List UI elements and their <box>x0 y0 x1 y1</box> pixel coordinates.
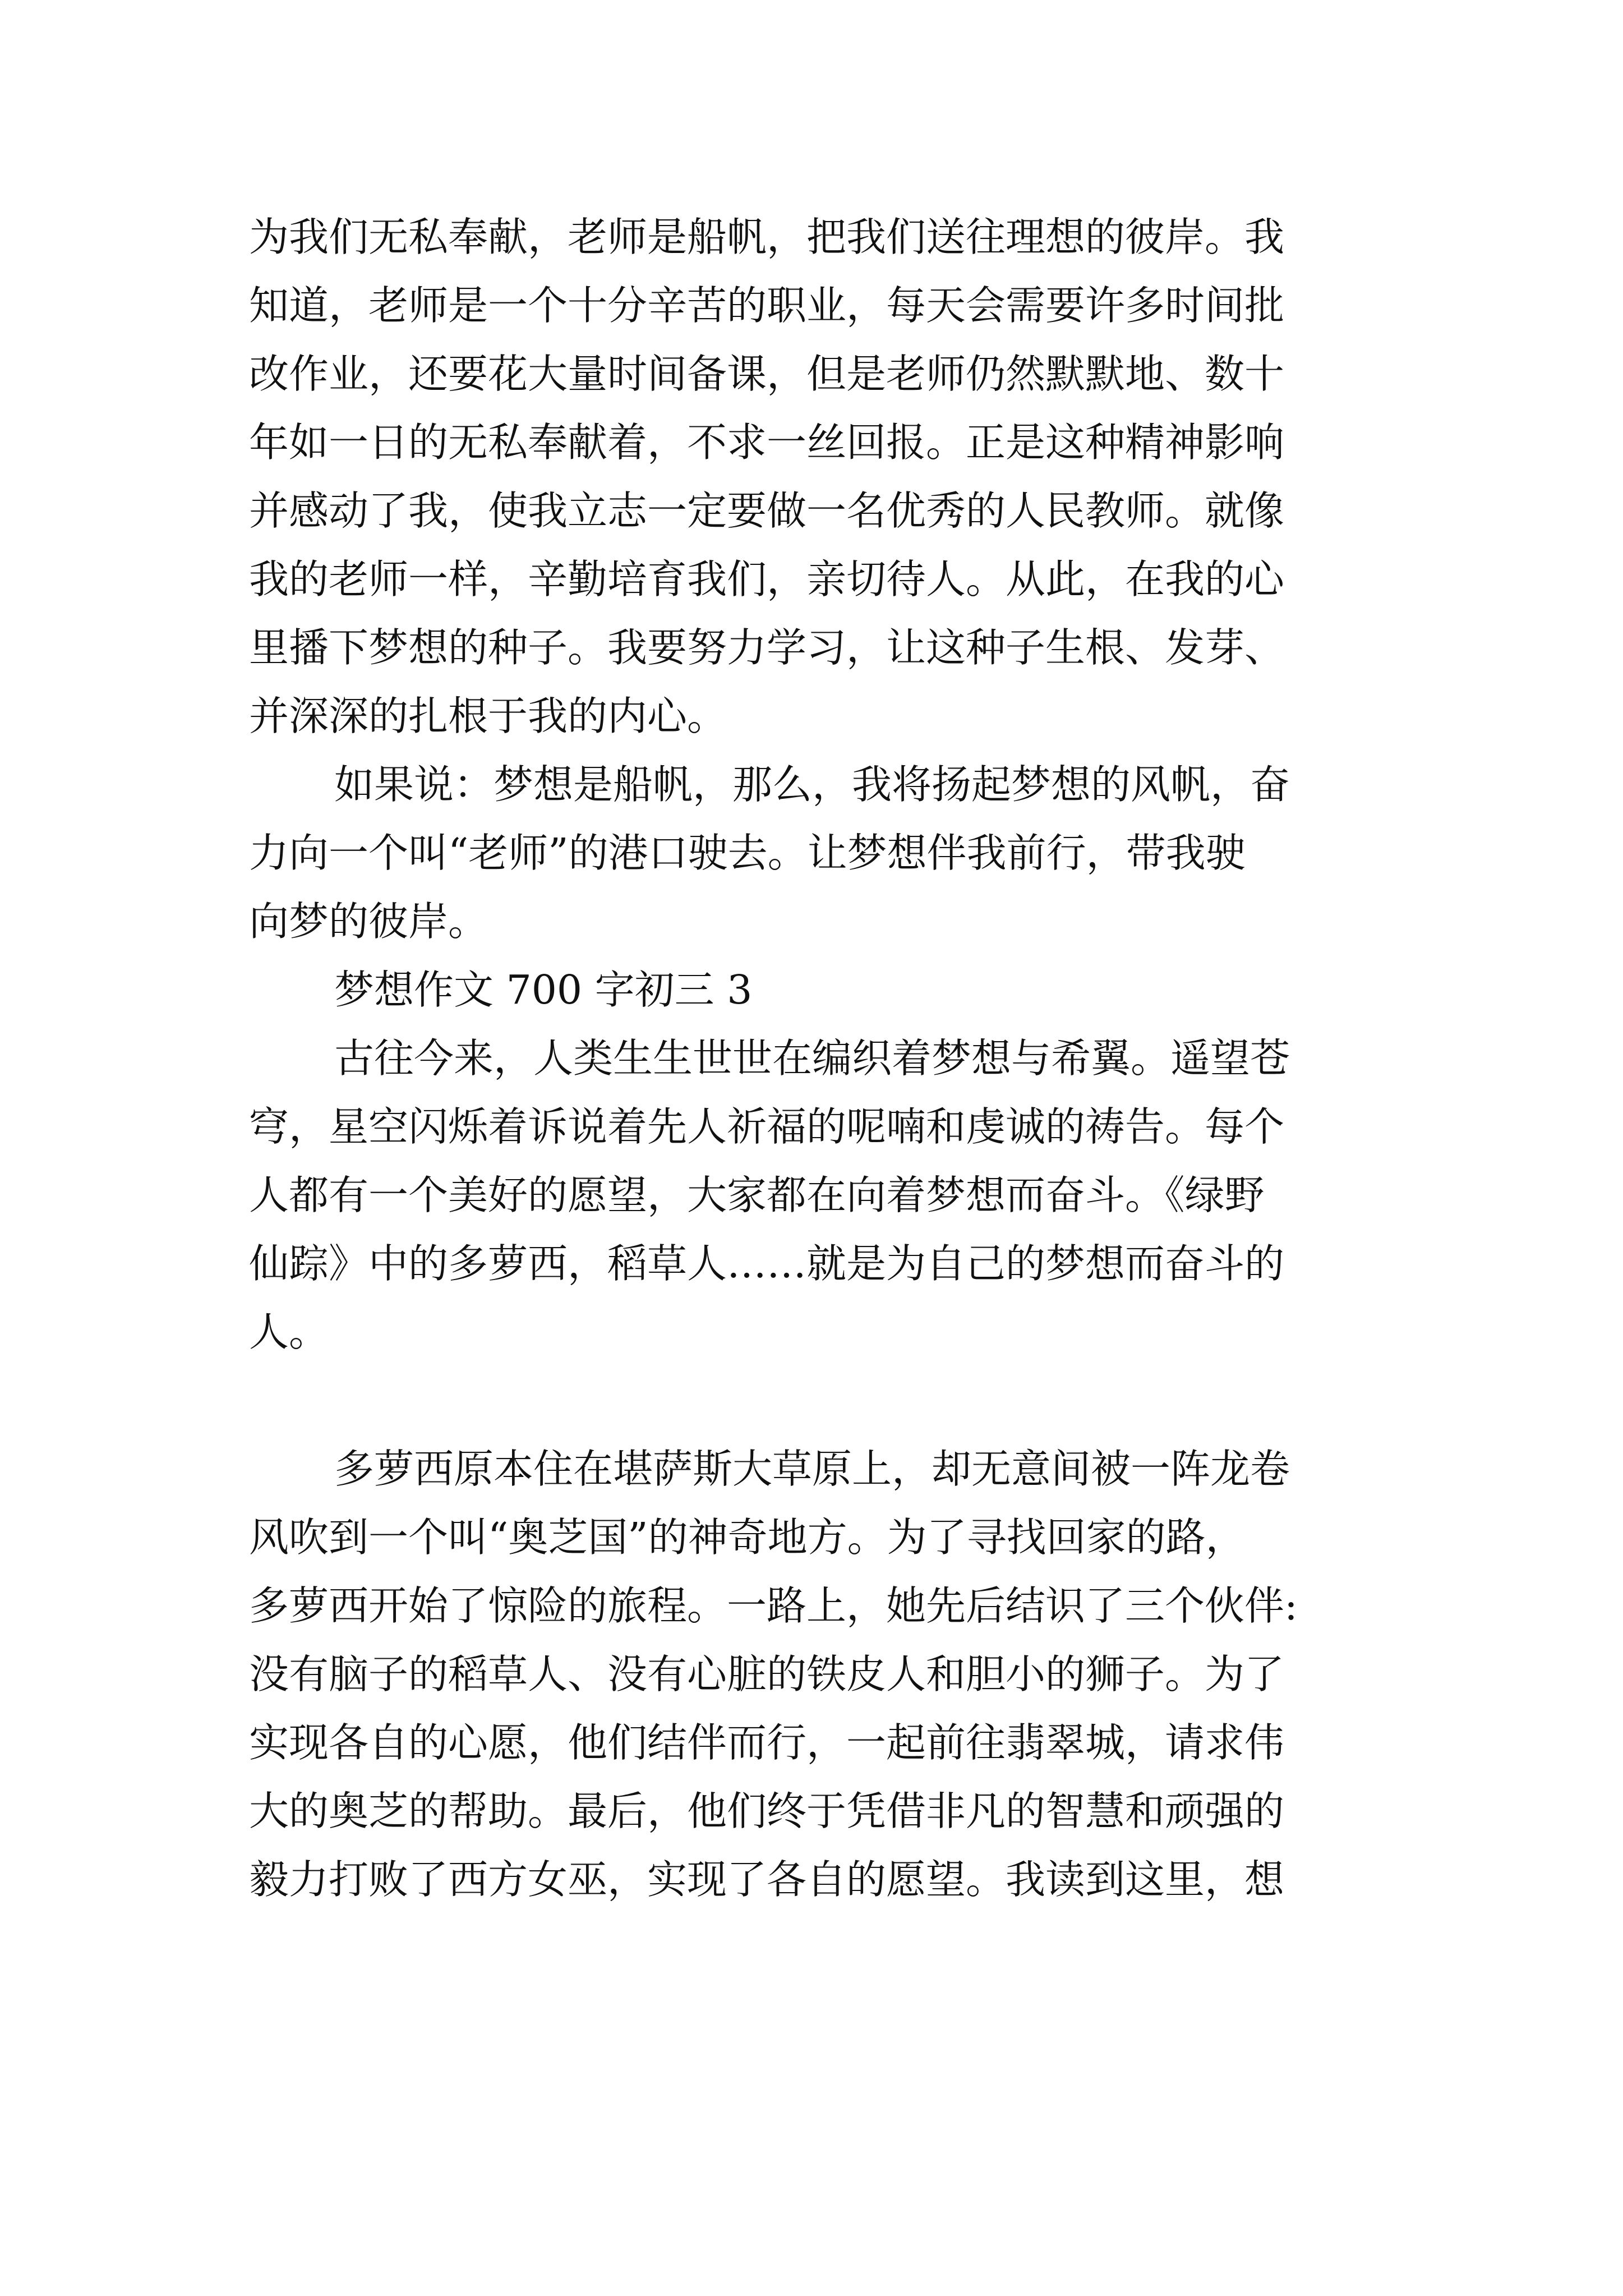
body-text <box>249 203 1393 1914</box>
text-line: 年如一日的无私奉献着，不求一丝回报。正是这种精神影响 <box>249 419 1285 466</box>
section-heading: 梦想作文 700 字初三 3 <box>334 967 753 1013</box>
paragraph-first-line: 多萝西原本住在堪萨斯大草原上，却无意间被一阵龙卷 <box>334 1446 1290 1492</box>
text-line: 力向一个叫“老师”的港口驶去。让梦想伴我前行，带我驶 <box>249 830 1246 876</box>
text-line: 我的老师一样，辛勤培育我们，亲切待人。从此，在我的心 <box>249 556 1285 602</box>
text-line: 改作业，还要花大量时间备课，但是老师仍然默默地、数十 <box>249 351 1285 397</box>
text-line: 并感动了我，使我立志一定要做一名优秀的人民教师。就像 <box>249 487 1285 534</box>
blank-line <box>249 1366 1393 1435</box>
text-line: 知道，老师是一个十分辛苦的职业，每天会需要许多时间批 <box>249 282 1285 329</box>
text-line: 实现各自的心愿，他们结伴而行，一起前往翡翠城，请求伟 <box>249 1719 1285 1766</box>
text-line: 没有脑子的稻草人、没有心脏的铁皮人和胆小的狮子。为了 <box>249 1651 1285 1697</box>
text-line: 多萝西开始了惊险的旅程。一路上，她先后结识了三个伙伴: <box>249 1582 1298 1629</box>
paragraph-first-line: 如果说：梦想是船帆，那么，我将扬起梦想的风帆，奋 <box>334 761 1290 808</box>
text-line: 向梦的彼岸。 <box>249 898 488 945</box>
text-line: 仙踪》中的多萝西，稻草人……就是为自己的梦想而奋斗的 <box>249 1240 1285 1287</box>
text-line: 人都有一个美好的愿望，大家都在向着梦想而奋斗。《绿野 <box>249 1172 1265 1218</box>
text-line: 并深深的扎根于我的内心。 <box>249 693 727 739</box>
paragraph-first-line: 古往今来，人类生生世世在编织着梦想与希翼。遥望苍 <box>334 1035 1290 1082</box>
text-line: 大的奥芝的帮助。最后，他们终于凭借非凡的智慧和顽强的 <box>249 1788 1285 1834</box>
text-line: 人。 <box>249 1309 329 1355</box>
text-line: 里播下梦想的种子。我要努力学习，让这种子生根、发芽、 <box>249 624 1285 671</box>
text-line: 风吹到一个叫“奥芝国”的神奇地方。为了寻找回家的路， <box>249 1514 1246 1561</box>
text-line: 为我们无私奉献，老师是船帆，把我们送往理想的彼岸。我 <box>249 214 1285 260</box>
text-line: 毅力打败了西方女巫，实现了各自的愿望。我读到这里，想 <box>249 1856 1285 1903</box>
text-line: 穹，星空闪烁着诉说着先人祈福的呢喃和虔诚的祷告。每个 <box>249 1103 1285 1150</box>
